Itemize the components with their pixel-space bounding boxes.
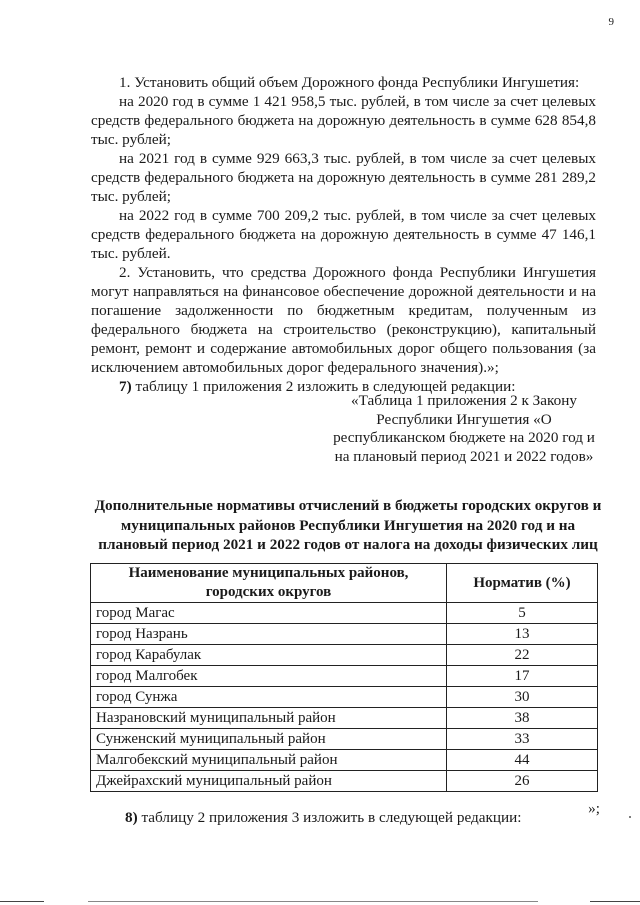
row-value: 44 — [447, 750, 598, 771]
row-name: Назрановский муниципальный район — [91, 708, 447, 729]
row-value: 30 — [447, 687, 598, 708]
row-name: город Сунжа — [91, 687, 447, 708]
item-8-text: таблицу 2 приложения 3 изложить в следующей редакции: — [137, 809, 522, 826]
table-row — [91, 603, 598, 624]
scan-artifact-line — [88, 901, 538, 902]
scan-artifact-line — [590, 901, 640, 902]
row-name: Сунженский муниципальный район — [91, 729, 447, 750]
header-name: Наименование муниципальных районов, городских округов — [91, 564, 447, 603]
table-row — [91, 687, 598, 708]
row-name: город Магас — [91, 603, 447, 624]
item-7-number: 7) — [119, 378, 132, 395]
row-value: 17 — [447, 666, 598, 687]
header-norm: Норматив (%) — [447, 564, 598, 603]
appendix-reference: «Таблица 1 приложения 2 к Закону Республики Ингушетия «О республиканском бюджете на 2020 год и на плановый период 2021 и 2022 годов» — [333, 392, 595, 465]
row-value: 13 — [447, 624, 598, 645]
table-header-row — [91, 564, 598, 603]
row-value: 38 — [447, 708, 598, 729]
table-row — [91, 771, 598, 792]
paragraph-2022: на 2022 год в сумме 700 209,2 тыс. рублей, в том числе за счет целевых средств федерального бюджета на дорожную деятельность в сумме 47 146,1 тыс. рублей. — [91, 207, 596, 262]
row-value: 22 — [447, 645, 598, 666]
row-name: город Малгобек — [91, 666, 447, 687]
table-title: Дополнительные нормативы отчислений в бюджеты городских округов и муниципальных районов Республики Ингушетия на 2020 год и на плановый период 2021 и 2022 годов от налога на доходы физических лиц — [94, 497, 602, 553]
table-row — [91, 729, 598, 750]
table-body — [91, 603, 598, 792]
row-value: 33 — [447, 729, 598, 750]
item-7-text: таблицу 1 приложения 2 изложить в следующей редакции: — [131, 378, 516, 395]
closing-quote: »; — [588, 800, 600, 817]
row-value: 26 — [447, 771, 598, 792]
table-row — [91, 750, 598, 771]
page-number: 9 — [608, 16, 614, 28]
row-name: город Назрань — [91, 624, 447, 645]
scan-artifact-line — [0, 901, 44, 902]
row-name: Джейрахский муниципальный район — [91, 771, 447, 792]
item-8-number: 8) — [125, 809, 138, 826]
row-name: город Карабулак — [91, 645, 447, 666]
norm-table — [90, 563, 598, 792]
row-value: 5 — [447, 603, 598, 624]
table-row — [91, 624, 598, 645]
scan-artifact-dot — [629, 816, 631, 818]
table-row — [91, 666, 598, 687]
item-8 — [125, 808, 521, 827]
paragraph-2020: на 2020 год в сумме 1 421 958,5 тыс. рублей, в том числе за счет целевых средств федерального бюджета на дорожную деятельность в сумме 628 854,8 тыс. рублей; — [91, 93, 596, 148]
row-name: Малгобекский муниципальный район — [91, 750, 447, 771]
paragraph-2021: на 2021 год в сумме 929 663,3 тыс. рублей, в том числе за счет целевых средств федерального бюджета на дорожную деятельность в сумме 281 289,2 тыс. рублей; — [91, 150, 596, 205]
paragraph-fund-volume: 1. Установить общий объем Дорожного фонда Республики Ингушетия: — [119, 74, 580, 91]
paragraph-fund-purpose: 2. Установить, что средства Дорожного фонда Республики Ингушетия могут направляться на финансовое обеспечение дорожной деятельности и на погашение задолженности по бюджетным кредитам, полученным из федерального бюджета на строительство (реконструкцию), капитальный ремонт, ремонт и содержание автомобильных дорог общего пользования (за исключением автомобильных дорог федерального значения).»; — [91, 264, 596, 376]
table-row — [91, 645, 598, 666]
body-text — [91, 73, 596, 396]
table-row — [91, 708, 598, 729]
